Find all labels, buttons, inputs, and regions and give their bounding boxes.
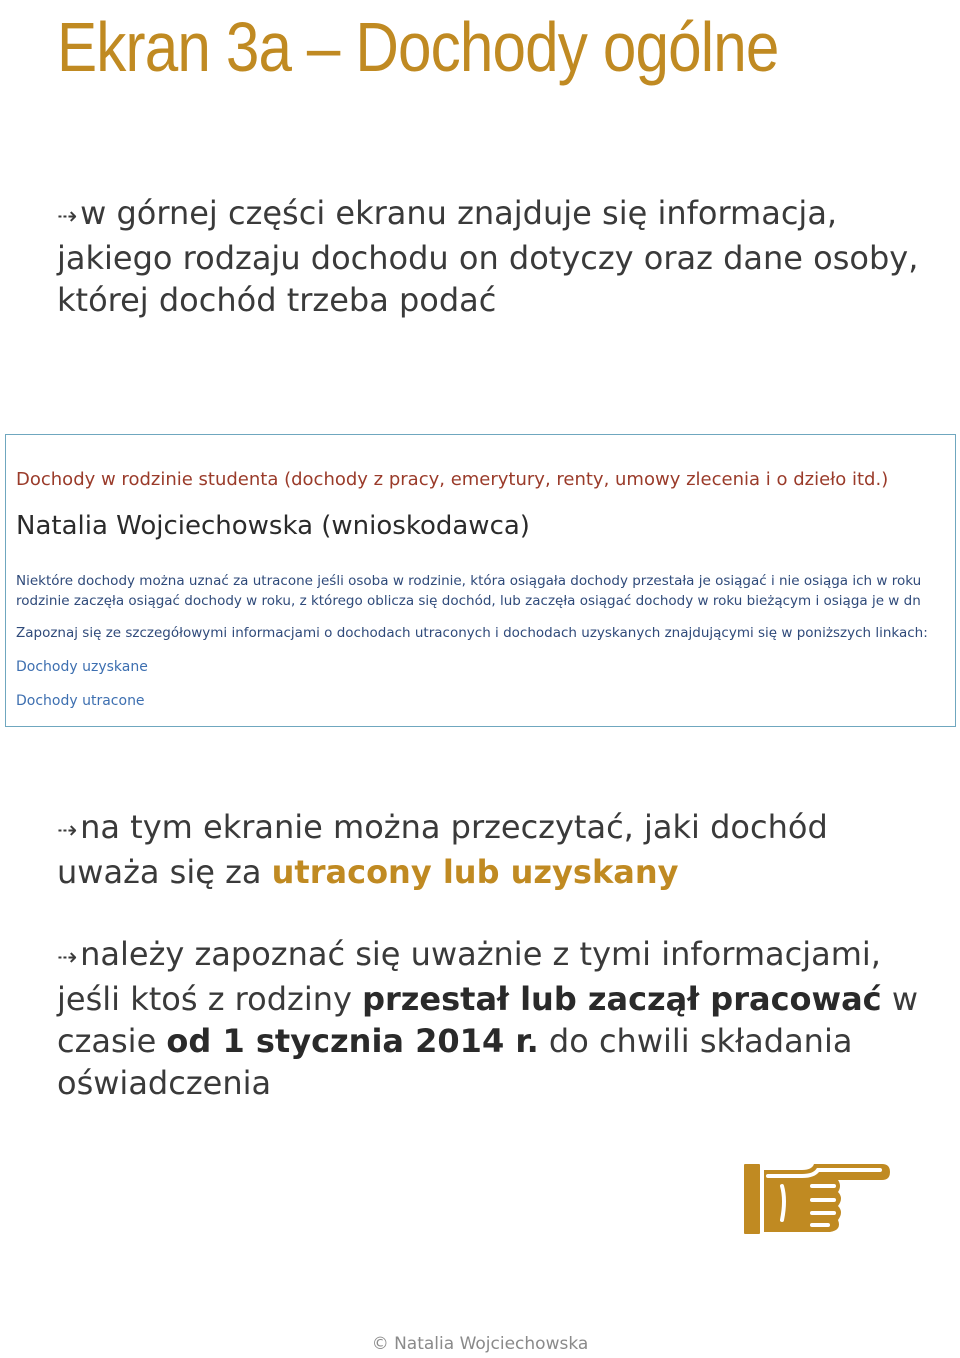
paragraph-text: na tym ekranie można przeczytać, jaki dochód uważa się za — [57, 808, 828, 891]
link-dochody-uzyskane[interactable]: Dochody uzyskane — [16, 659, 148, 675]
highlight-text: utracony lub uzyskany — [271, 853, 679, 891]
paragraph-intro-text: w górnej części ekranu znajduje się informacja, jakiego rodzaju dochodu on dotyczy oraz dane osoby, której dochód trzeba podać — [57, 194, 919, 319]
screenshot-person-name: Natalia Wojciechowska (wnioskodawca) — [16, 511, 530, 541]
paragraph-instructions — [57, 933, 937, 1104]
paragraph-lost-gained — [57, 806, 937, 893]
screenshot-info-line: rodzinie zaczęła osiągać dochody w roku, z którego oblicza się dochód, lub zaczęła osiągać dochody w roku bieżącym i osiąga je w dn — [16, 593, 921, 609]
screenshot-info — [16, 571, 956, 611]
dashed-arrow-icon: ⇢ — [57, 943, 75, 971]
screenshot-links-intro: Zapoznaj się ze szczegółowymi informacjami o dochodach utraconych i dochodach uzyskanych znajdującymi się w poniższych linkach: — [16, 625, 928, 641]
embedded-screenshot — [5, 434, 956, 727]
screenshot-heading: Dochody w rodzinie studenta (dochody z pracy, emerytury, renty, umowy zlecenia i o dzieło itd.) — [16, 469, 889, 490]
bold-text: przestał lub zaczął pracować — [362, 980, 882, 1018]
bold-date: od 1 stycznia 2014 r. — [166, 1022, 539, 1060]
page-title: Ekran 3a – Dochody ogólne — [57, 8, 779, 86]
paragraph-text: należy zapoznać się uważnie z tymi informacjami, jeśli ktoś z rodziny — [57, 935, 881, 1018]
copyright-footer: © Natalia Wojciechowska — [371, 1334, 589, 1354]
dashed-arrow-icon: ⇢ — [57, 202, 75, 230]
pointing-hand-icon — [742, 1160, 890, 1238]
paragraph-intro — [57, 192, 937, 321]
screenshot-info-line: Niektóre dochody można uznać za utracone jeśli osoba w rodzinie, która osiągała dochody przestała je osiągać i nie osiąga ich w roku — [16, 573, 922, 589]
paragraph-text: w czasie — [57, 980, 918, 1060]
paragraph-text: do chwili składania oświadczenia — [57, 1022, 853, 1102]
dashed-arrow-icon: ⇢ — [57, 816, 75, 844]
link-dochody-utracone[interactable]: Dochody utracone — [16, 693, 145, 709]
